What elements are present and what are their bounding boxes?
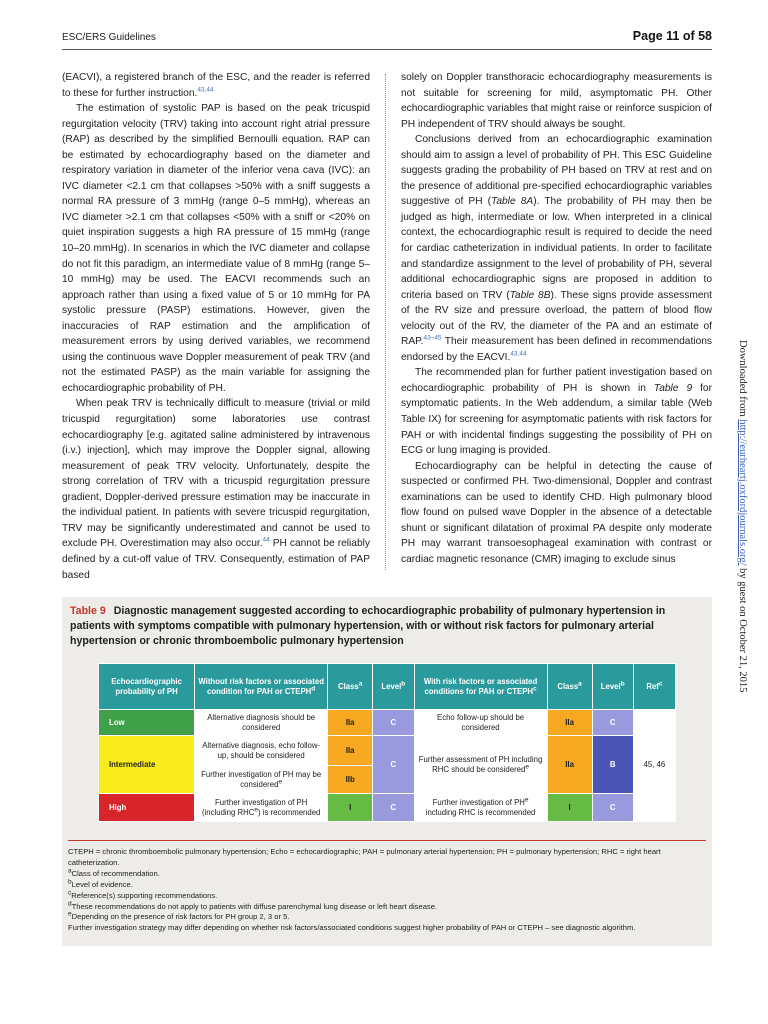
low-ref <box>633 710 675 736</box>
intermediate-class-1: IIa <box>328 736 373 766</box>
footnote-mark: a <box>358 679 363 687</box>
citation[interactable]: 43,44 <box>197 86 214 94</box>
table-reference-8b <box>510 290 551 301</box>
footnote-abbreviations: CTEPH = chronic thromboembolic pulmonary hypertension; Echo = echocardiographic; PAH = pulmonary arterial hypertension; PH = pulmonary hypertension; RHC = right heart catheterization. <box>68 847 661 867</box>
table-caption: Diagnostic management suggested according to echocardiographic probability of pulmonary hypertension in patients with symptoms compatible with pulmonary hypertension, with or without risk factors for pulmonary arterial hypertension or chronic thromboembolic pulmonary hypertension <box>70 605 666 647</box>
header-text: Class <box>557 681 579 691</box>
header-text: Ref <box>646 681 659 691</box>
high-ref <box>633 794 675 822</box>
footnote-mark: c <box>533 684 537 692</box>
header-without-risk <box>195 664 328 710</box>
footnote-text: These recommendations do not apply to patients with diffuse parenchymal lung disease or left heart disease. <box>71 901 438 911</box>
text-run: (EACVI), a registered branch of the ESC, and the reader is referred to these for further instruction. <box>62 72 370 99</box>
high-without-action <box>195 794 328 822</box>
text-run: Conclusions derived from an echocardiographic examination should aim to assign a level of probability of PH. This ESC Guideline suggests grading the probability of PH based on TRV at rest and on the presence of additional pre-specified echocardiographic variables suggestive of PH ( <box>401 134 712 208</box>
left-paragraph-3 <box>62 396 370 583</box>
text-run: When peak TRV is technically difficult to measure (trivial or mild tricuspid regurgitation) some laboratories use contrast echocardiography [e.g. agitated saline administered by intravenous (i.v.) injection], which may improve the Doppler signal, allowing measurement of peak TRV velocity. Unfortunately, despite the strong correlation of TRV with a tricuspid regurgitation pressure gradient, Doppler-derived pressure estimation may be inaccurate in the individual patient. In patients with severe tricuspid regurgitation, TRV may be significantly underestimated and cannot be used to exclude PH. Overestimation may also occur. <box>62 398 370 550</box>
high-class-2: I <box>547 794 592 822</box>
footnote-text: Class of recommendation. <box>71 868 160 878</box>
table-footnotes <box>68 847 708 934</box>
table-9-box <box>62 597 712 946</box>
intermediate-ref: 45, 46 <box>633 736 675 794</box>
footnote-mark: b <box>401 679 406 687</box>
header-class <box>328 664 373 710</box>
download-note <box>737 340 748 692</box>
text-run: The recommended plan for further patient investigation based on echocardiographic probability of PH is shown in <box>401 367 712 394</box>
intermediate-class-2: IIa <box>547 736 592 794</box>
header-text: Level <box>600 681 621 691</box>
low-class-2: IIa <box>547 710 592 736</box>
left-paragraph-1 <box>62 70 370 101</box>
intermediate-level: C <box>373 736 414 794</box>
cell-text: including RHC is recommended <box>425 807 536 817</box>
high-class: I <box>328 794 373 822</box>
intermediate-without-action-1: Alternative diagnosis, echo follow-up, should be considered <box>195 736 328 766</box>
probability-intermediate: Intermediate <box>99 736 195 794</box>
download-link[interactable]: http://eurheartj.oxfordjournals.org/ <box>737 419 748 566</box>
footnote-mark: b <box>620 679 625 687</box>
cell-text: ) is recommended <box>258 807 321 817</box>
header-ref <box>633 664 675 710</box>
right-paragraph-2 <box>401 132 712 365</box>
row-intermediate-1 <box>99 736 676 766</box>
footnote-text: Depending on the presence of risk factors for PH group 2, 3 or 5. <box>71 912 290 922</box>
intermediate-without-action-2 <box>195 766 328 794</box>
header-level-2 <box>592 664 633 710</box>
column-divider <box>385 74 386 570</box>
text-run: PH cannot be reliably defined by a cut-off value of TRV. Consequently, estimation of PAP based <box>62 538 370 581</box>
footnote-d <box>68 902 708 913</box>
footnote-mark: d <box>311 684 316 692</box>
footnote-text: Level of evidence. <box>71 879 133 889</box>
row-high <box>99 794 676 822</box>
footnote-mark: e <box>254 805 258 813</box>
header-probability: Echocardiographic probability of PH <box>99 664 195 710</box>
header-level <box>373 664 414 710</box>
left-paragraph-2: The estimation of systolic PAP is based on the peak tricuspid regurgitation velocity (TRV) taking into account right atrial pressure (RAP) as described by the simplified Bernoulli equation. RAP can be estimated by echocardiography based on the diameter and respiratory variation in diameter of the inferior vena cava (IVC): an IVC diameter <2.1 cm that collapses >50% with a sniff suggests a normal RA pressure of 3 mmHg (range 0–5 mmHg), whereas an IVC diameter >2.1 cm that collapses <50% with a sniff or <20% on quiet inspiration suggests a high RA pressure of 15 mmHg (range 10–20 mmHg). In scenarios in which the IVC diameter and collapse do not fit this paradigm, an intermediate value of 8 mmHg (range 5–10 mmHg) may be used. The EACVI recommends such an approach rather than using a fixed value of 5 or 10 mmHg for PA systolic pressure (PASP) estimations. However, given the inaccuracies of RAP estimation and the amplification of measurement errors by using derived variables, we recommend using the continuous wave Doppler measurement of peak TRV (and not the estimated PASP) as the main variable for assigning the echocardiographic probability of PH. <box>62 103 370 394</box>
left-column <box>62 70 370 583</box>
download-prefix: Downloaded from <box>737 340 748 417</box>
header-rule <box>62 49 712 50</box>
footnote-rule <box>68 840 706 841</box>
citation[interactable]: 43–45 <box>423 334 442 342</box>
row-low <box>99 710 676 736</box>
footnote-mark: b <box>68 878 72 886</box>
footnote-b <box>68 880 708 891</box>
cell-text: Further assessment of PH including RHC should be considered <box>418 754 543 774</box>
cell-text: Further investigation of PH (including RHC <box>201 797 308 817</box>
footnote-text: Reference(s) supporting recommendations. <box>71 890 218 900</box>
footnote-mark: e <box>68 910 72 918</box>
footnote-e <box>68 912 708 923</box>
text-run: for symptomatic patients. In the Web addendum, a similar table (Web Table IX) for screening for asymptomatic patients with risk factors for PAH or with incidental findings suggesting the possibility of PH on ECG or lung imaging is provided. <box>401 382 712 457</box>
header-class-2 <box>547 664 592 710</box>
cell-text: Further investigation of PH may be considered <box>201 769 322 789</box>
right-column <box>401 70 712 568</box>
footnote-mark: d <box>68 900 72 907</box>
citation[interactable]: 43,44 <box>510 350 527 358</box>
low-with-action: Echo follow-up should be considered <box>414 710 547 736</box>
footnote-c <box>68 891 708 902</box>
table-label: Table 9 <box>70 605 106 617</box>
footnote-mark: c <box>658 679 663 687</box>
table-title <box>70 604 706 649</box>
low-without-action: Alternative diagnosis should be considered <box>195 710 328 736</box>
probability-high: High <box>99 794 195 822</box>
download-suffix: by guest on October 21, 2015 <box>737 568 748 693</box>
footnote-mark: e <box>524 795 529 803</box>
text-run: ). These signs provide assessment of the RV size and pressure overload, the pattern of blood flow velocity out of the RV, the diameter of the PA and an estimate of RAP. <box>401 289 712 348</box>
intermediate-level-2: B <box>592 736 633 794</box>
right-paragraph-4: Echocardiography can be helpful in detecting the cause of suspected or confirmed PH. Two-dimensional, Doppler and contrast examinations can be used to identify CHD. High pulmonary blood flow found on pulsed wave Doppler in the absence of a detectable shunt or significant dilatation of proximal PA despite only moderate PH may warrant transoesophageal examination with contrast or cardiac magnetic resonance (CMR) imaging to exclude sinus <box>401 460 712 565</box>
table-link[interactable]: Table 8B <box>509 289 551 301</box>
low-class: IIa <box>328 710 373 736</box>
table-reference-9 <box>654 383 692 394</box>
footnote-mark: e <box>278 777 283 785</box>
footnote-final: Further investigation strategy may differ depending on whether risk factors/associated conditions suggest higher probability of PAH or CTEPH – see diagnostic algorithm. <box>68 923 636 933</box>
low-level: C <box>373 710 414 736</box>
header-text: Class <box>337 681 359 691</box>
table-reference-8a <box>491 196 533 207</box>
right-paragraph-1: solely on Doppler transthoracic echocardiography measurements is not suitable for screening for mild, asymptomatic PH. Other echocardiographic variables that might raise or reinforce suspicion of PH independent of TRV should always be sought. <box>401 72 712 130</box>
header-text: Level <box>381 681 402 691</box>
footnote-mark: c <box>68 889 72 897</box>
footnote-a <box>68 869 708 880</box>
text-run: Their measurement has been defined in recommendations endorsed by the EACVI. <box>401 336 712 363</box>
low-level-2: C <box>592 710 633 736</box>
header-text: Without risk factors or associated condition for PAH or CTEPH <box>198 676 324 696</box>
header-with-risk <box>414 664 547 710</box>
intermediate-with-action <box>414 736 547 794</box>
table-link[interactable]: Table 8A <box>491 196 534 208</box>
table-header-row <box>99 664 676 710</box>
text-run: ). The probability of PH may then be judged as high, intermediate or low. When interpreted in a clinical context, the echocardiographic result is required to decide the need for cardiac catheterization in individual patients. In order to facilitate and standardize assignment to the level of probability of PH, several additional echocardiographic signs are proposed in addition to criteria based on TRV ( <box>401 196 712 301</box>
footnote-mark: a <box>68 867 72 875</box>
high-level-2: C <box>592 794 633 822</box>
header-text: With risk factors or associated conditions for PAH or CTEPH <box>423 676 538 696</box>
table-link[interactable]: Table 9 <box>653 382 693 394</box>
citation[interactable]: 44 <box>262 537 270 545</box>
intermediate-class-1b: IIb <box>328 766 373 794</box>
cell-text: Further investigation of PH <box>432 797 525 807</box>
journal-header: ESC/ERS Guidelines <box>62 32 156 43</box>
high-with-action <box>414 794 547 822</box>
page-number: Page 11 of 58 <box>632 29 712 43</box>
probability-low: Low <box>99 710 195 736</box>
high-level: C <box>373 794 414 822</box>
footnote-mark: a <box>578 679 582 687</box>
footnote-mark: e <box>525 762 529 770</box>
right-paragraph-3 <box>401 365 712 458</box>
management-table <box>98 663 676 822</box>
